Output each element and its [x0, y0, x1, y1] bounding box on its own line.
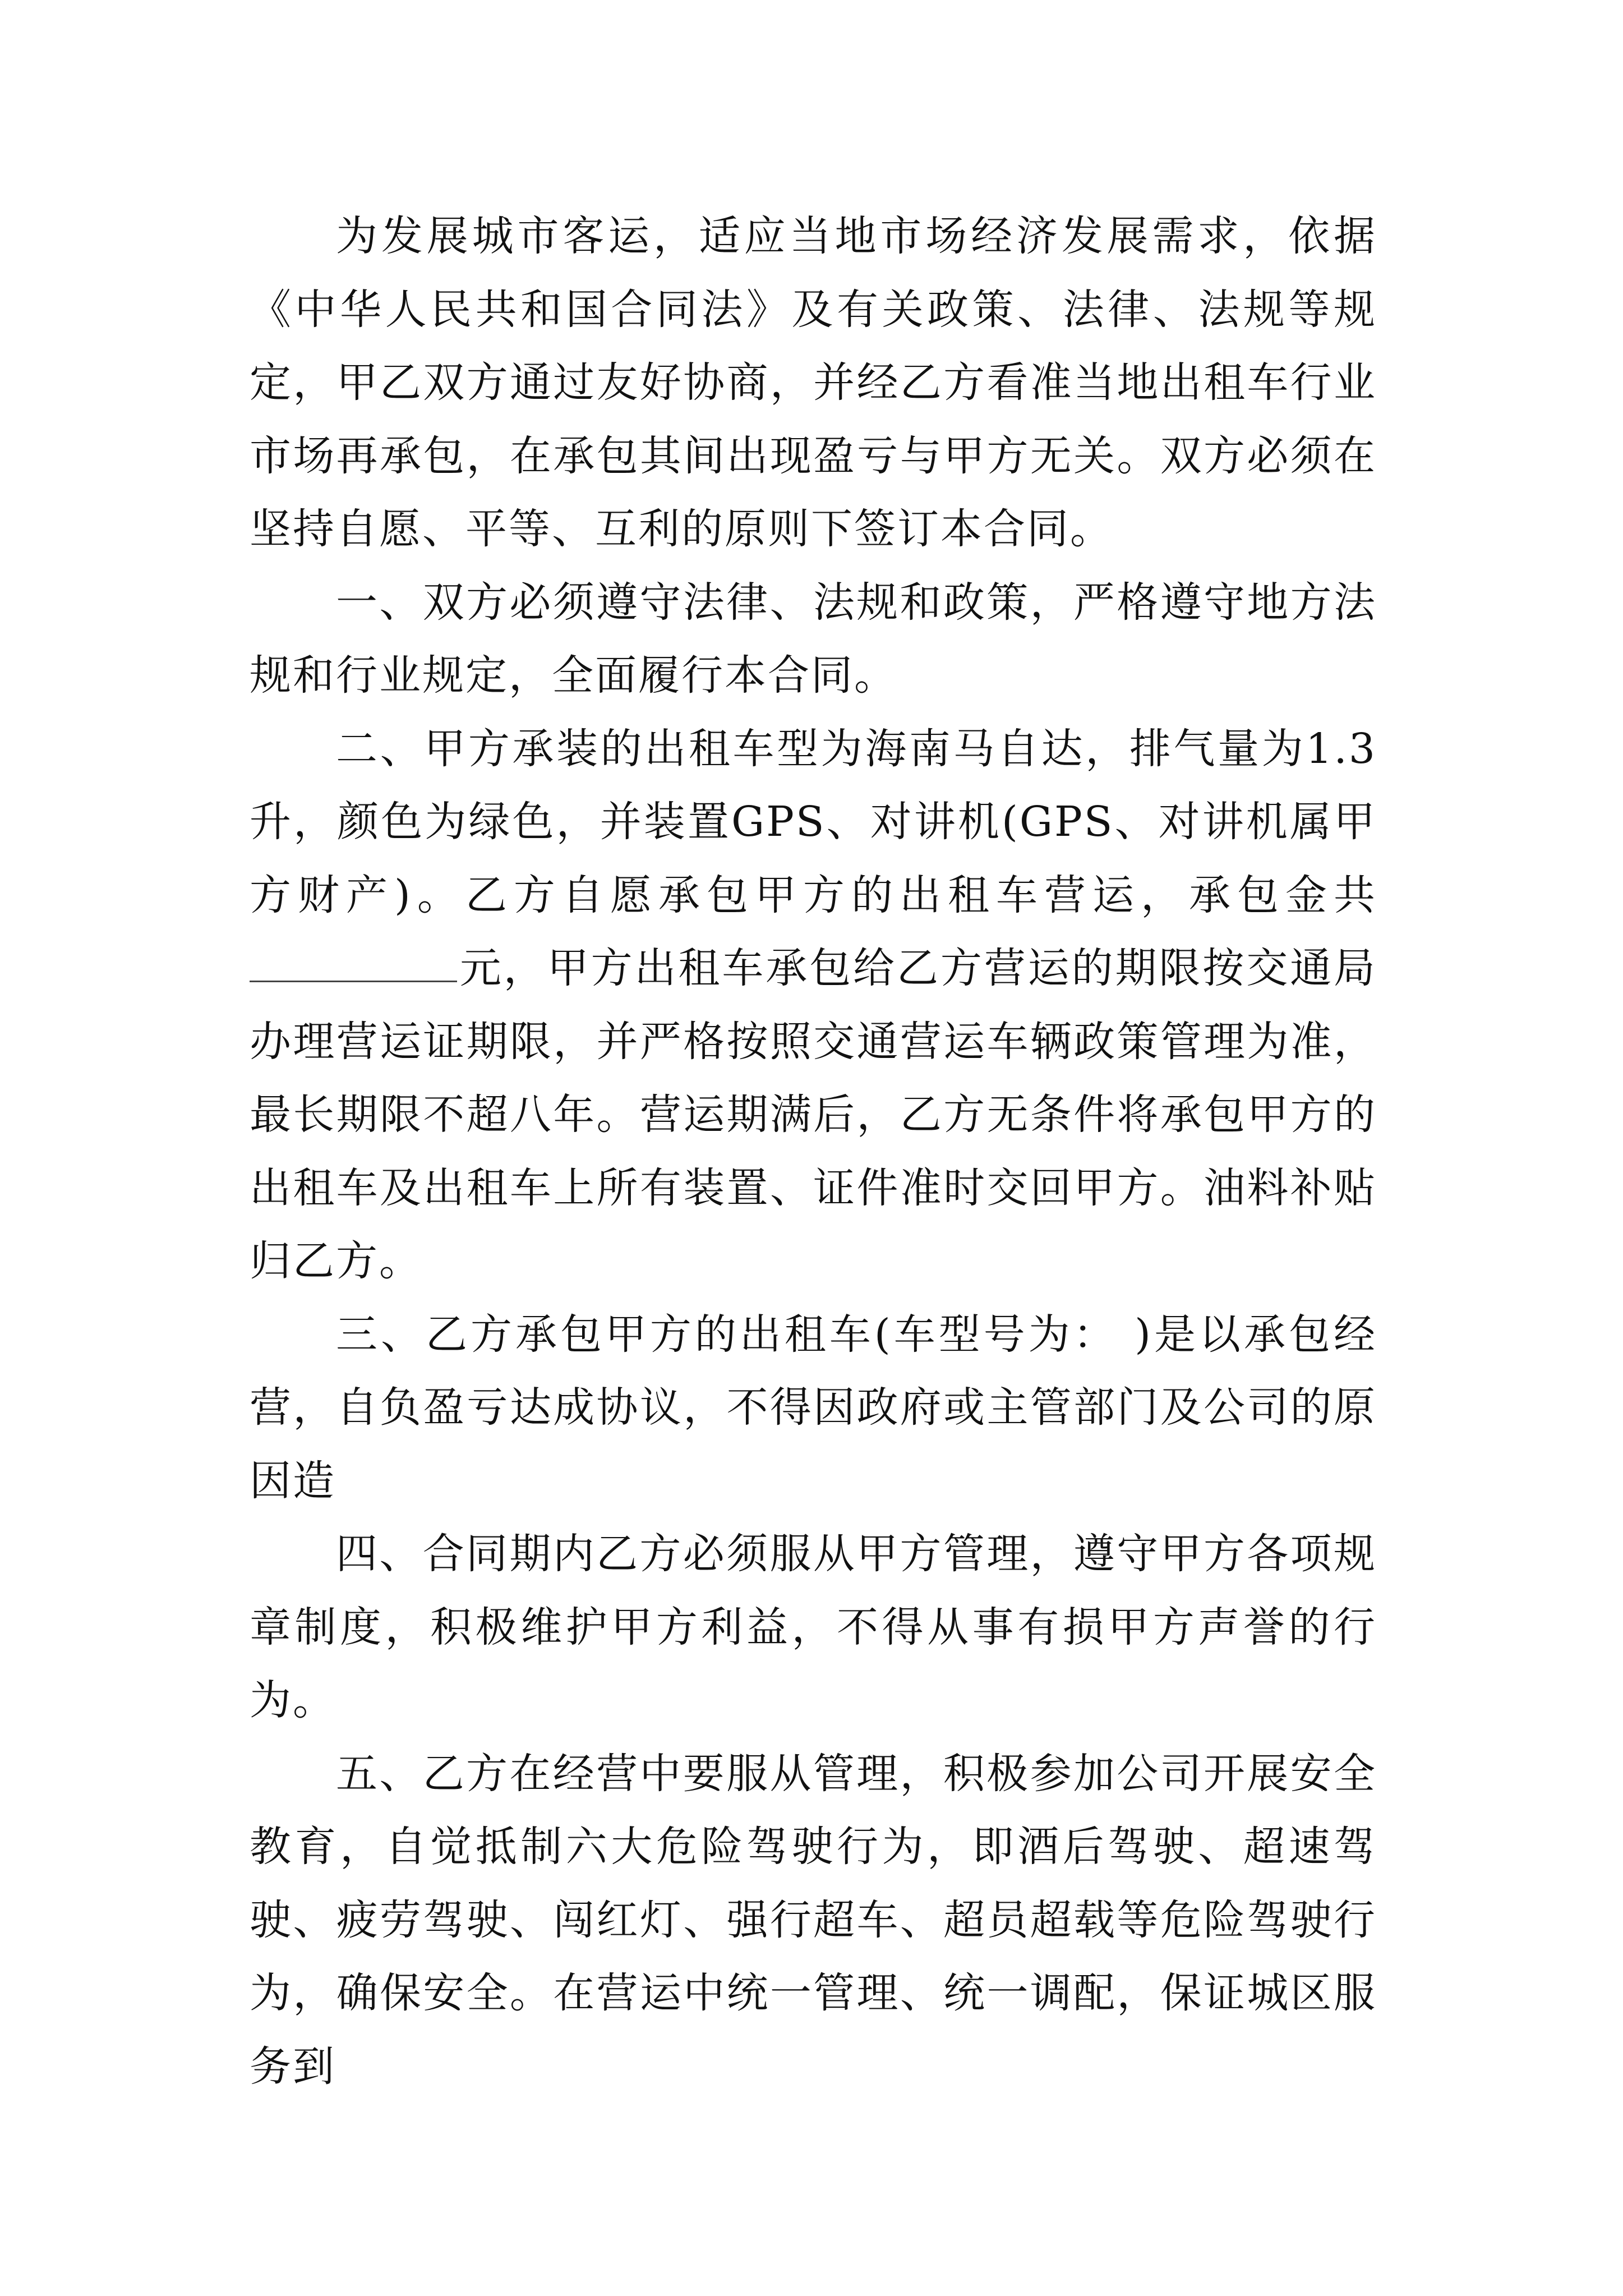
- paragraph-clause-1: 一、双方必须遵守法律、法规和政策，严格遵守地方法规和行业规定，全面履行本合同。: [250, 578, 1377, 700]
- clause-2-text-before-blank: 二、甲方承装的出租车型为海南马自达，排气量为1.3升，颜色为绿色，并装置GPS、对讲机(GPS、对讲机属甲方财产)。乙方自愿承包甲方的出租车营运，承包金共: [250, 724, 1377, 919]
- clause-2-text-after-blank: 元，甲方出租车承包给乙方营运的期限按交通局办理营运证期限，并严格按照交通营运车辆政策管理为准，最长期限不超八年。营运期满后，乙方无条件将承包甲方的出租车及出租车上所有装置、证件准时交回甲方。油料补贴归乙方。: [250, 944, 1377, 1285]
- contract-amount-blank: [250, 941, 457, 982]
- paragraph-clause-4: 四、合同期内乙方必须服从甲方管理，遵守甲方各项规章制度，积极维护甲方利益，不得从事有损甲方声誉的行为。: [250, 1530, 1377, 1724]
- paragraph-clause-3: 三、乙方承包甲方的出租车(车型号为： )是以承包经营，自负盈亏达成协议，不得因政府或主管部门及公司的原因造: [250, 1310, 1377, 1505]
- paragraph-clause-5: 五、乙方在经营中要服从管理，积极参加公司开展安全教育，自觉抵制六大危险驾驶行为，即酒后驾驶、超速驾驶、疲劳驾驶、闯红灯、强行超车、超员超载等危险驾驶行为，确保安全。在营运中统一管理、统一调配，保证城区服务到: [250, 1749, 1377, 2091]
- paragraph-preamble: 为发展城市客运，适应当地市场经济发展需求，依据《中华人民共和国合同法》及有关政策、法律、法规等规定，甲乙双方通过友好协商，并经乙方看准当地出租车行业市场再承包，在承包其间出现盈亏与甲方无关。双方必须在坚持自愿、平等、互利的原则下签订本合同。: [250, 212, 1377, 553]
- paragraph-clause-2: [250, 712, 1377, 1298]
- contract-body: [250, 200, 1377, 2103]
